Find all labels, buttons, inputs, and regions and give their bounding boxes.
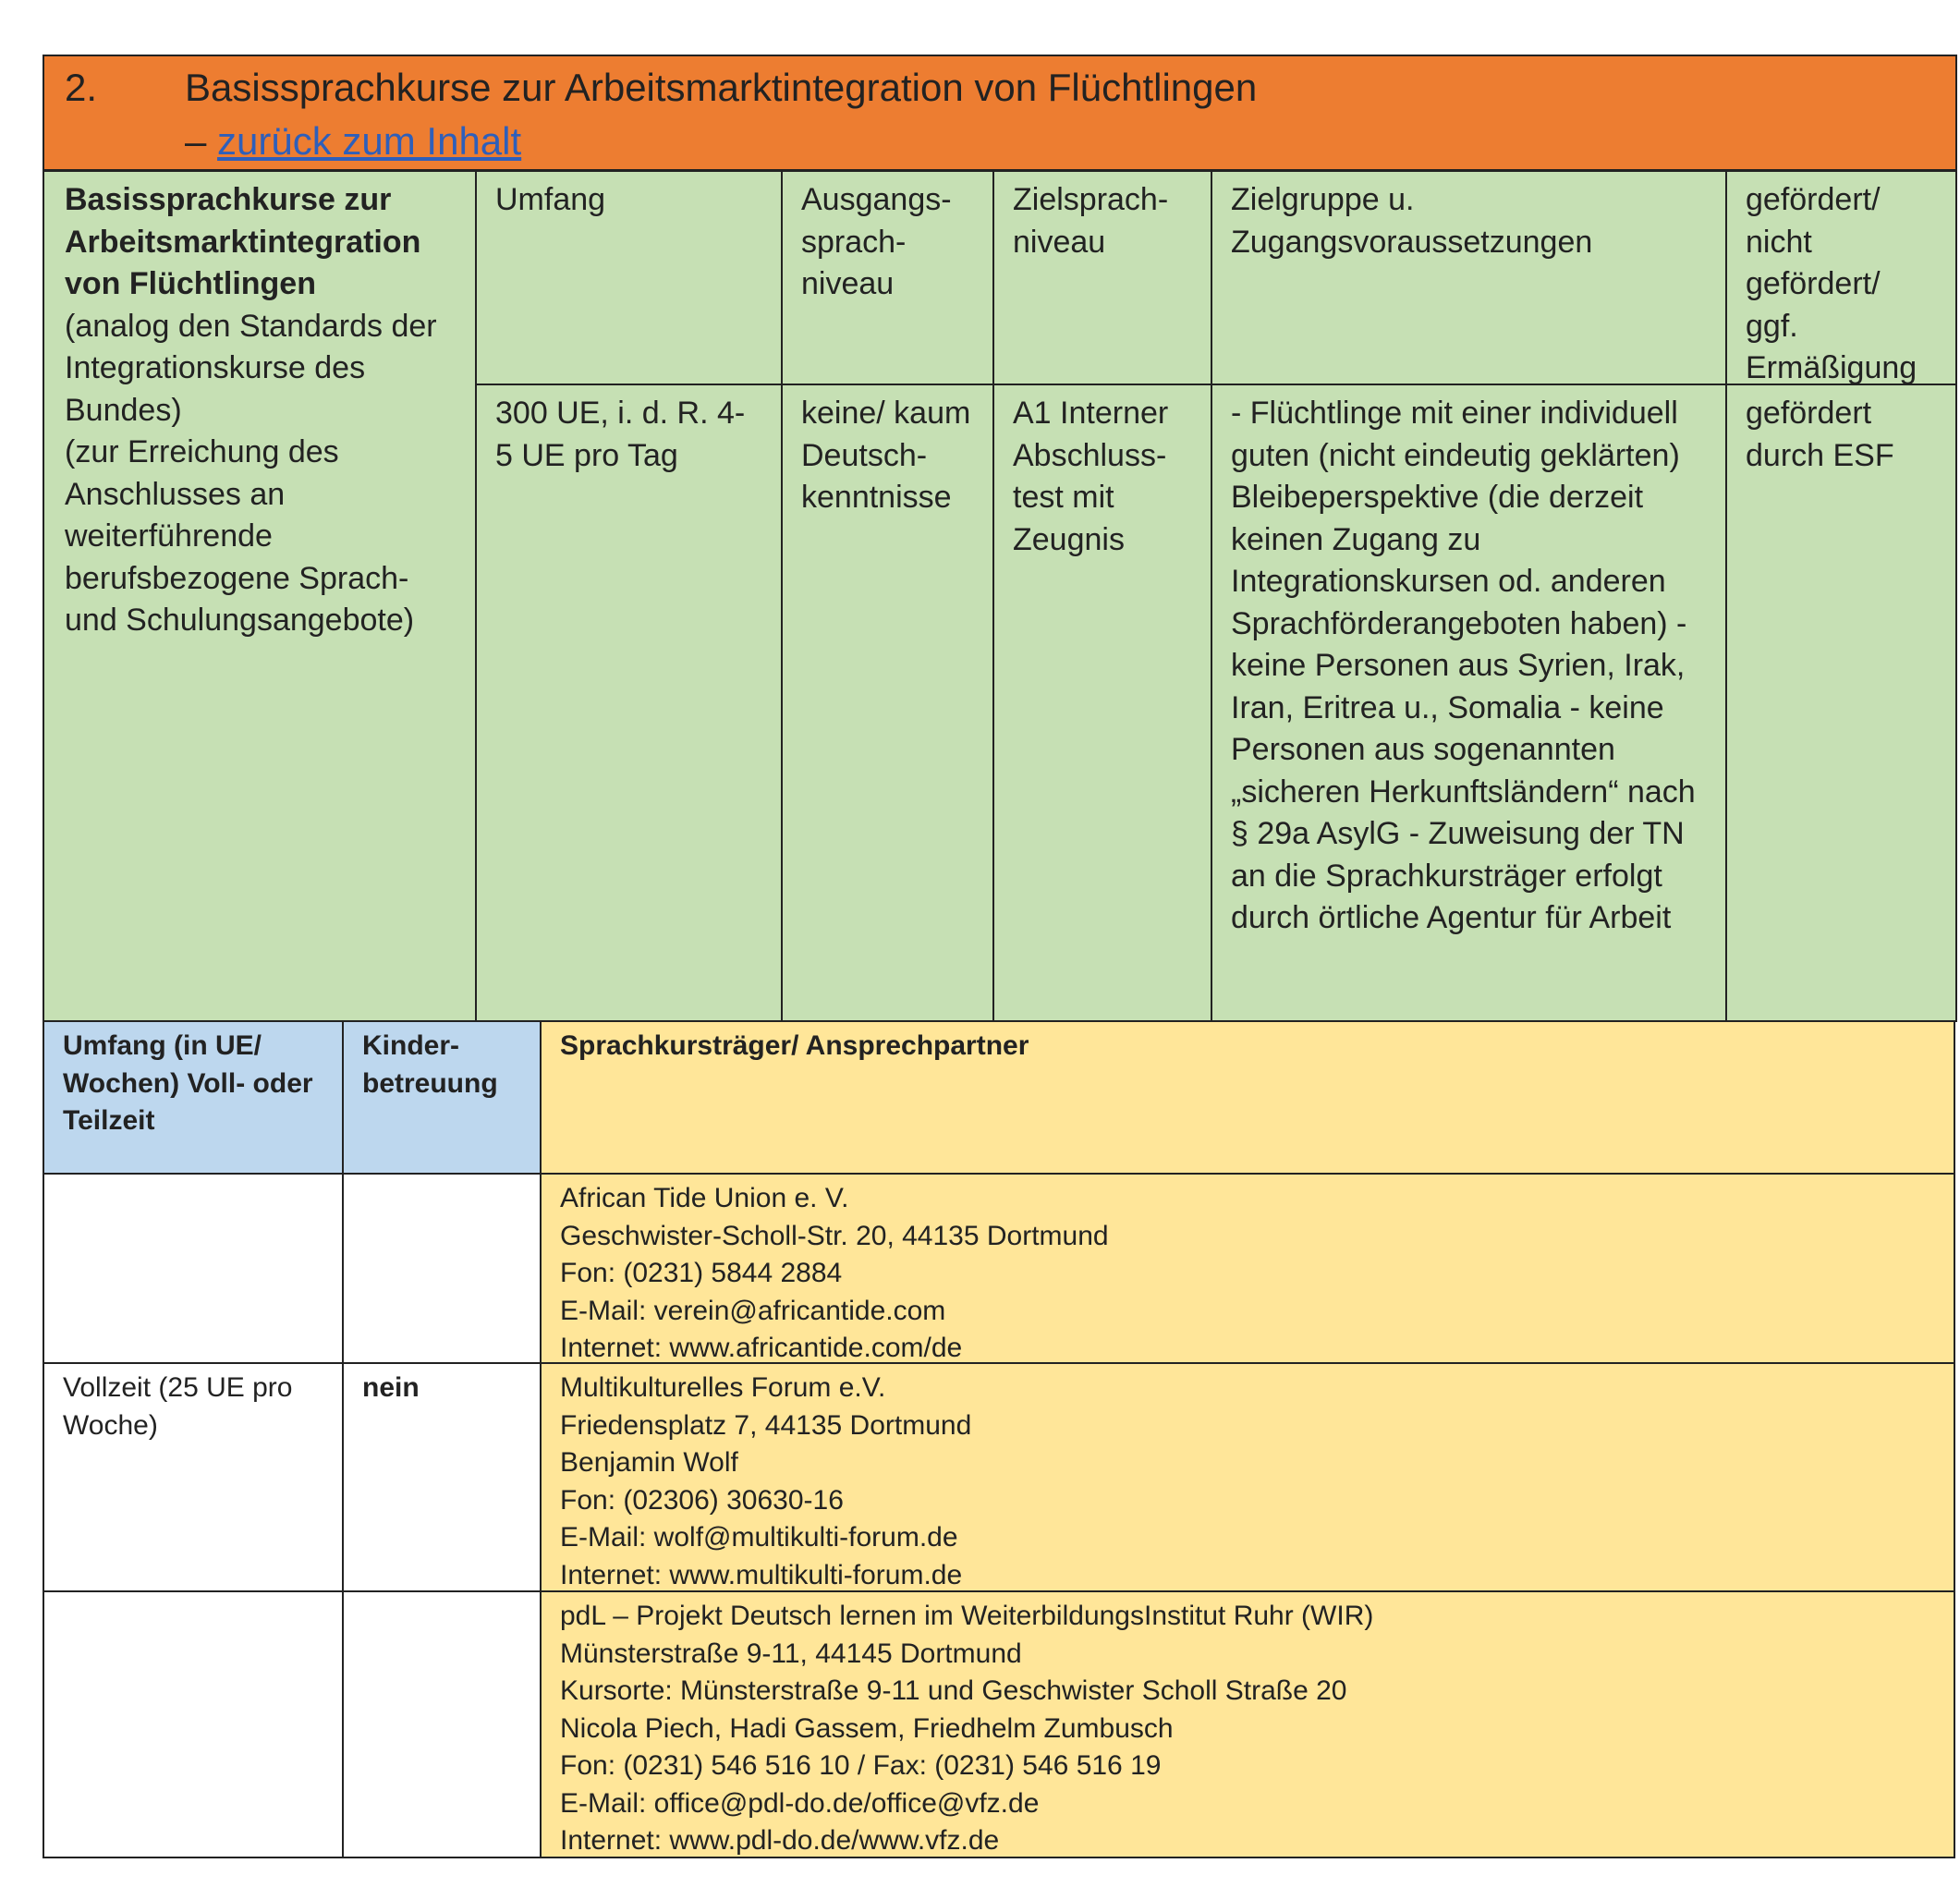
header-umfang: Umfang [475,170,783,385]
table-row-1-traeger: African Tide Union e. V. Geschwister-Scholl-Str. 20, 44135 Dortmund Fon: (0231) 5844 2884 E-Mail: verein@africantide.com Internet: www.africantide.com/de [540,1173,1955,1364]
header-zielgruppe: Zielgruppe u. Zugangsvoraussetzungen [1211,170,1727,385]
table-row-3-traeger: pdL – Projekt Deutsch lernen im WeiterbildungsInstitut Ruhr (WIR) Münsterstraße 9-11, 44145 Dortmund Kursorte: Münsterstraße 9-11 und Geschwister Scholl Straße 20 Nicola Piech, Hadi Gassem, Friedhelm Zumbusch Fon: (0231) 546 516 10 / Fax: (0231) 546 516 19 E-Mail: office@pdl-do.de/office@vfz.de Internet: www.pdl-do.de/www.vfz.de [540,1590,1955,1858]
header-foerderung: gefördert/ nicht gefördert/ ggf. Ermäßigung [1725,170,1957,385]
table-row-2-kinderbetreuung: nein [342,1362,542,1592]
header-zielniveau: Zielsprach- niveau [992,170,1212,385]
section-title: Basissprachkurse zur Arbeitsmarktintegration von Flüchtlingen [185,66,1258,109]
table-row-2-umfang: Vollzeit (25 UE pro Woche) [43,1362,344,1592]
value-foerderung: gefördert durch ESF [1725,384,1957,1022]
table-row-3-umfang [43,1590,344,1858]
back-prefix: – [185,119,218,163]
value-zielgruppe: - Flüchtlinge mit einer individuell guten (nicht eindeutig geklärten) Bleibeperspektive (die derzeit keinen Zugang zu Integrationskursen od. anderen Sprachförderangeboten haben) - keine Personen aus Syrien, Irak, Iran, Eritrea u., Somalia - keine Personen aus sogenannten „sicheren Herkunftsländern“ nach § 29a AsylG - Zuweisung der TN an die Sprachkursträger erfolgt durch örtliche Agentur für Arbeit [1211,384,1727,1022]
provider-header-kinderbetreuung: Kinder- betreuung [342,1020,542,1175]
course-title: Basissprachkurse zur Arbeitsmarktintegration von Flüchtlingen [65,182,421,301]
table-row-1-kinderbetreuung [342,1173,542,1364]
table-row-1-umfang [43,1173,344,1364]
table-row-3-kinderbetreuung [342,1590,542,1858]
header-ausgangsniveau: Ausgangs- sprach- niveau [781,170,994,385]
provider-header-umfang: Umfang (in UE/ Wochen) Voll- oder Teilzeit [43,1020,344,1175]
course-description: (analog den Standards der Integrationskurse des Bundes) (zur Erreichung des Anschlusses an weiterführende berufsbezogene Sprach- und Schulungsangebote) [65,308,437,638]
section-banner [43,55,1957,171]
course-title-cell [43,170,477,1022]
table-row-2-traeger: Multikulturelles Forum e.V. Friedensplatz 7, 44135 Dortmund Benjamin Wolf Fon: (02306) 30630-16 E-Mail: wolf@multikulti-forum.de Internet: www.multikulti-forum.de [540,1362,1955,1592]
back-line [185,117,521,165]
back-to-contents-link[interactable]: zurück zum Inhalt [217,119,522,163]
value-zielniveau: A1 Interner Abschluss- test mit Zeugnis [992,384,1212,1022]
value-ausgangsniveau: keine/ kaum Deutsch- kenntnisse [781,384,994,1022]
value-umfang: 300 UE, i. d. R. 4-5 UE pro Tag [475,384,783,1022]
provider-header-traeger: Sprachkursträger/ Ansprechpartner [540,1020,1955,1175]
section-number: 2. [65,66,98,109]
